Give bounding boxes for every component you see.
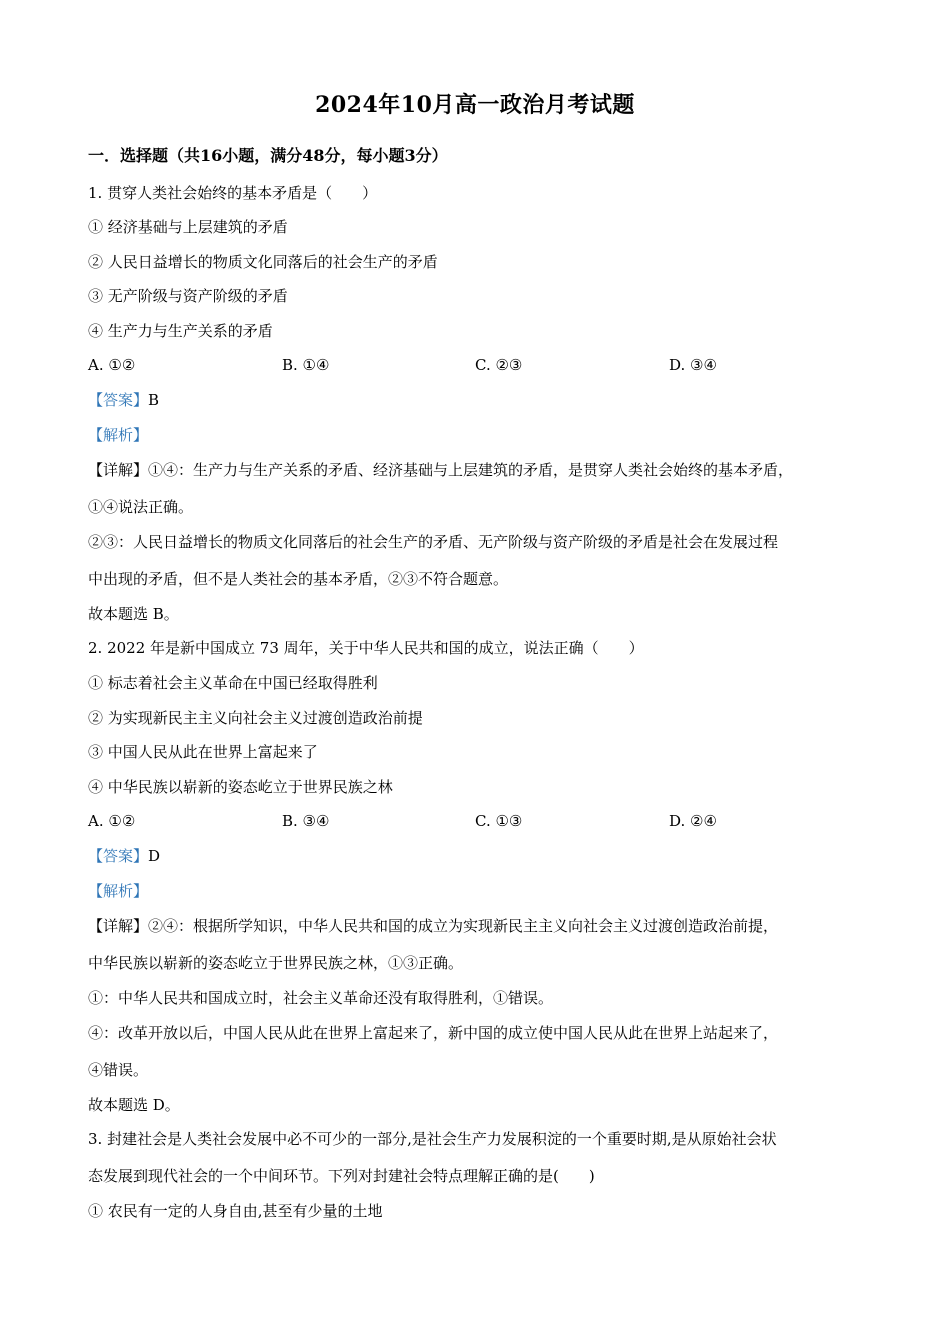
q2-detail-text-1: ②④：根据所学知识，中华人民共和国的成立为实现新民主主义向社会主义过渡创造政治前提， xyxy=(148,917,779,935)
q1-answer-tag: 【答案】 xyxy=(88,391,149,409)
q1-analysis xyxy=(88,425,148,445)
q2-item-1: ① 标志着社会主义革命在中国已经取得胜利 xyxy=(88,674,378,692)
q1-detail-text-1: ①④：生产力与生产关系的矛盾、经济基础与上层建筑的矛盾，是贯穿人类社会始终的基本矛盾， xyxy=(148,461,794,479)
q1-detail-3: ②③：人民日益增长的物质文化同落后的社会生产的矛盾、无产阶级与资产阶级的矛盾是社会在发展过程 xyxy=(88,533,779,551)
q2-option-d: D. ②④ xyxy=(669,812,717,830)
q3-stem-2: 态发展到现代社会的一个中间环节。下列对封建社会特点理解正确的是( ) xyxy=(88,1167,595,1185)
q2-option-c: C. ①③ xyxy=(475,812,523,830)
q3-stem-1: 3. 封建社会是人类社会发展中必不可少的一部分,是社会生产力发展积淀的一个重要时期,是从原始社会状 xyxy=(88,1130,777,1148)
q2-item-3: ③ 中国人民从此在世界上富起来了 xyxy=(88,743,318,761)
q2-conclusion: 故本题选 D。 xyxy=(88,1096,180,1114)
q1-options xyxy=(88,355,868,375)
q1-stem: 1. 贯穿人类社会始终的基本矛盾是（ ） xyxy=(88,184,378,202)
q1-detail-4: 中出现的矛盾，但不是人类社会的基本矛盾，②③不符合题意。 xyxy=(88,570,509,588)
q2-detail-2: 中华民族以崭新的姿态屹立于世界民族之林，①③正确。 xyxy=(88,954,464,972)
q2-answer-tag: 【答案】 xyxy=(88,847,149,865)
q1-item-3: ③ 无产阶级与资产阶级的矛盾 xyxy=(88,287,288,305)
q1-item-1: ① 经济基础与上层建筑的矛盾 xyxy=(88,218,288,236)
q1-option-b: B. ①④ xyxy=(282,356,330,374)
q2-options xyxy=(88,811,868,831)
q1-answer xyxy=(88,390,159,410)
q2-option-b: B. ③④ xyxy=(282,812,330,830)
q2-stem: 2. 2022 年是新中国成立 73 周年，关于中华人民共和国的成立，说法正确（ ） xyxy=(88,639,644,657)
q2-analysis-tag: 【解析】 xyxy=(88,882,149,900)
q1-option-c: C. ②③ xyxy=(475,356,523,374)
q1-detail-2: ①④说法正确。 xyxy=(88,498,194,516)
q3-item-1: ① 农民有一定的人身自由,甚至有少量的土地 xyxy=(88,1202,383,1220)
q2-detail-tag: 【详解】 xyxy=(88,917,149,935)
q1-detail-1 xyxy=(88,460,793,480)
q2-detail-5: ④错误。 xyxy=(88,1061,149,1079)
q2-detail-3: ①：中华人民共和国成立时，社会主义革命还没有取得胜利，①错误。 xyxy=(88,989,554,1007)
q1-option-d: D. ③④ xyxy=(669,356,717,374)
page-title: 2024年10月高一政治月考试题 xyxy=(315,92,635,118)
q2-item-4: ④ 中华民族以崭新的姿态屹立于世界民族之林 xyxy=(88,778,393,796)
q2-analysis xyxy=(88,881,148,901)
q2-detail-4: ④：改革开放以后，中国人民从此在世界上富起来了，新中国的成立使中国人民从此在世界上站起来了， xyxy=(88,1024,779,1042)
q1-detail-tag: 【详解】 xyxy=(88,461,149,479)
q1-conclusion: 故本题选 B。 xyxy=(88,605,179,623)
q1-item-2: ② 人民日益增长的物质文化同落后的社会生产的矛盾 xyxy=(88,253,438,271)
q2-answer-value: D xyxy=(148,847,161,865)
section-heading: 一．选择题（共16小题，满分48分，每小题3分） xyxy=(88,146,448,165)
q1-answer-value: B xyxy=(148,391,160,409)
q2-option-a: A. ①② xyxy=(88,812,136,830)
q1-item-4: ④ 生产力与生产关系的矛盾 xyxy=(88,322,273,340)
q1-option-a: A. ①② xyxy=(88,356,136,374)
q2-detail-1 xyxy=(88,916,778,936)
q2-answer xyxy=(88,846,160,866)
q1-analysis-tag: 【解析】 xyxy=(88,426,149,444)
q2-item-2: ② 为实现新民主主义向社会主义过渡创造政治前提 xyxy=(88,709,423,727)
